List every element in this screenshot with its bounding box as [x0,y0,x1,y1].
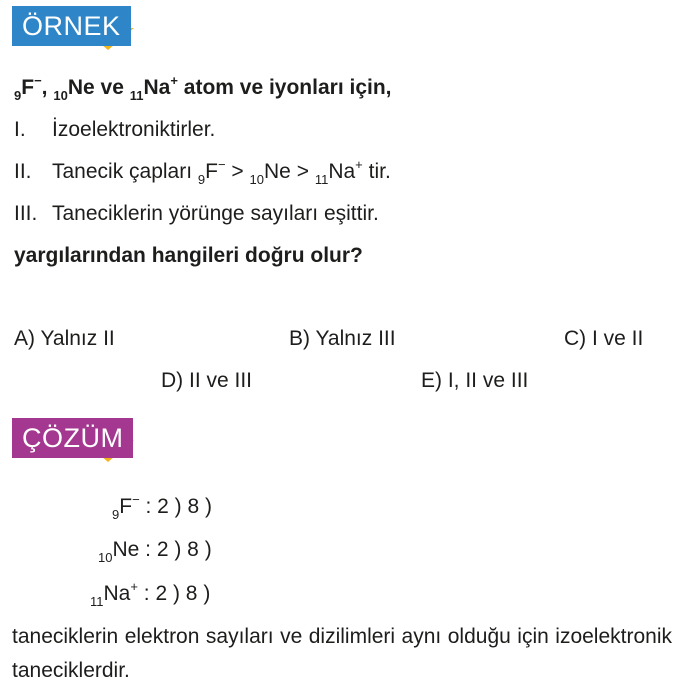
neon-symbol: Ne [67,76,95,99]
option-a[interactable]: A) Yalnız II [14,327,115,350]
element-symbol: F [119,495,133,518]
option-c[interactable]: C) I ve II [564,327,644,350]
solution-explanation: taneciklerin elektron sayıları ve dizilimleri aynı olduğu için izoelektronik taneciklerdir. [12,625,672,682]
element-symbol: Na [103,582,131,605]
statement-text: İzoelektroniktirler. [52,118,216,141]
sodium-atomic-number: 11 [129,88,144,103]
electron-configuration: : 2 ) 8 ) [145,495,213,518]
statement-2 [14,158,391,186]
statement-3 [14,200,379,228]
electron-configuration: : 2 ) 8 ) [143,582,211,605]
fluorine-atomic-number: 9 [14,88,22,103]
fluorine-symbol: F [205,160,218,183]
sodium-charge: + [170,73,178,88]
atomic-number: 11 [90,594,104,609]
fluorine-atomic-number: 9 [197,172,206,187]
fluorine-charge: − [217,157,226,172]
statement-number: III. [14,202,38,225]
neon-symbol: Ne [264,160,291,183]
statement-text: Taneciklerin yörünge sayıları eşittir. [52,202,379,225]
solution-banner-label: ÇÖZÜM [12,418,133,458]
ion-charge: + [130,579,138,594]
option-b[interactable]: B) Yalnız III [289,327,396,350]
statement-1 [14,116,215,144]
ion-charge: − [132,492,140,507]
statement-number: I. [14,118,26,141]
sodium-charge: + [355,157,363,172]
sodium-symbol: Na [328,160,356,183]
element-symbol: Ne [112,538,140,561]
greater-than: > [296,160,309,183]
electron-configuration: : 2 ) 8 ) [145,538,212,561]
fluorine-charge: − [34,73,42,88]
option-d[interactable]: D) II ve III [161,369,253,392]
fluorine-symbol: F [21,76,35,99]
neon-atomic-number: 10 [249,172,264,187]
question-line [14,74,392,102]
conjunction: ve [100,76,124,99]
sodium-atomic-number: 11 [314,172,329,187]
greater-than: > [231,160,244,183]
question-rest: atom ve iyonları için, [183,76,392,99]
example-banner-label: ÖRNEK [12,6,131,46]
comma: , [41,76,48,99]
option-e[interactable]: E) I, II ve III [421,369,529,392]
atomic-number: 9 [112,507,120,522]
config-neon [98,536,212,564]
sodium-symbol: Na [143,76,171,99]
question-prompt: yargılarından hangileri doğru olur? [14,244,363,267]
statement-suffix: tir. [368,160,391,183]
statement-number: II. [14,160,32,183]
config-fluorine [112,493,212,521]
neon-atomic-number: 10 [53,88,68,103]
config-sodium [90,580,210,608]
atomic-number: 10 [98,550,113,565]
statement-text: Tanecik çapları [52,160,193,183]
